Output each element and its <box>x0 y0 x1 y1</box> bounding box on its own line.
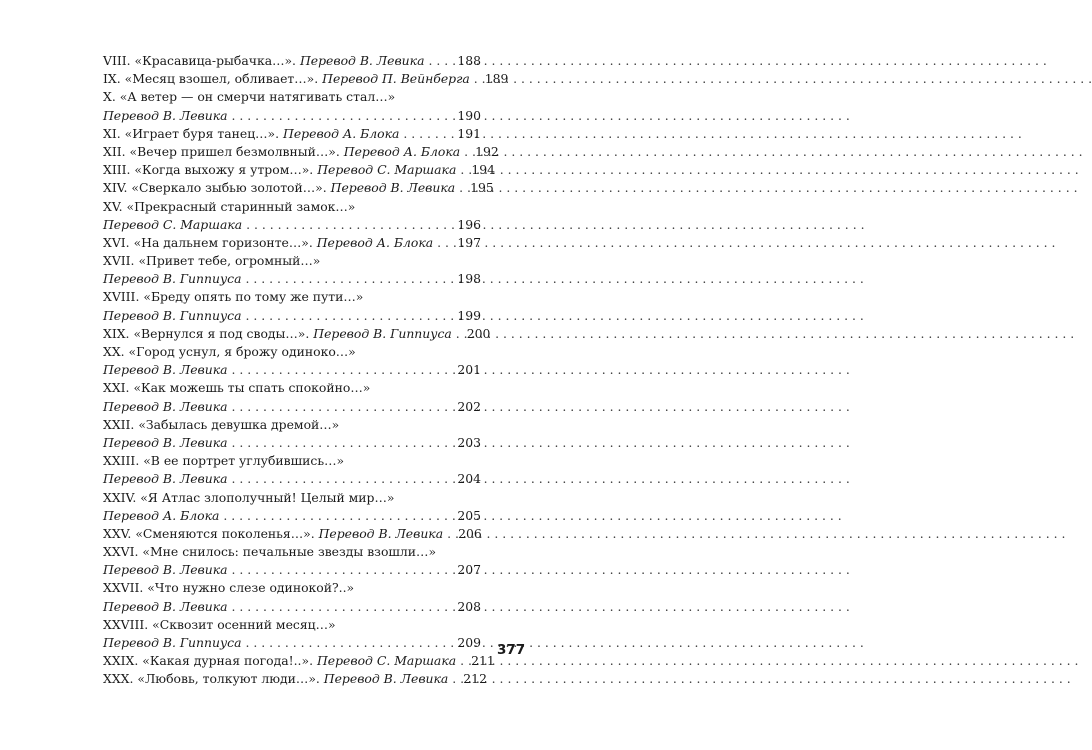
toc-line <box>103 507 481 525</box>
toc-page-number: 208 <box>457 598 481 614</box>
toc-line <box>103 107 481 125</box>
translator: Перевод А. Блока <box>316 234 434 250</box>
translator: Перевод А. Блока <box>103 507 220 523</box>
toc-page-number: 201 <box>457 362 481 378</box>
toc-entry <box>103 616 481 652</box>
toc-line <box>103 52 481 70</box>
dot-leader <box>223 507 454 525</box>
toc-title <box>103 452 344 470</box>
dot-leader <box>452 670 460 688</box>
toc-number: XIV. <box>103 180 128 196</box>
toc-number: XXIX. <box>103 653 139 669</box>
toc-title <box>103 143 460 161</box>
poem-title: «Какая дурная погода!..». <box>142 653 314 669</box>
toc-number: XIX. <box>103 325 130 341</box>
translator: Перевод В. Левика <box>299 53 425 68</box>
poem-title: «Вернулся я под своды…». <box>133 325 310 341</box>
toc-page-number: 211 <box>471 653 495 669</box>
translator: Перевод П. Вейнберга <box>322 71 470 87</box>
toc-line <box>103 161 495 179</box>
poem-title: «На дальнем горизонте…». <box>133 234 313 250</box>
translator: Перевод В. Гиппиуса <box>313 325 452 341</box>
toc-page-number: 196 <box>457 216 481 232</box>
toc-line <box>103 198 481 216</box>
poem-title: «Забылась девушка дремой…» <box>138 416 340 432</box>
toc-entry <box>103 52 481 70</box>
toc-line <box>103 179 494 197</box>
translator: Перевод С. Маршака <box>317 162 457 178</box>
translator: Перевод В. Левика <box>318 525 444 541</box>
toc-title <box>103 70 470 88</box>
toc-title <box>103 88 395 106</box>
toc-number: XXV. <box>103 525 132 541</box>
toc-page-number: 191 <box>457 125 481 141</box>
toc-number: XXIV. <box>103 489 137 505</box>
toc-title <box>103 379 370 397</box>
toc-title <box>103 179 455 197</box>
poem-title: «Что нужно слезе одинокой?..» <box>147 580 355 596</box>
toc-line <box>103 579 481 597</box>
dot-leader <box>232 361 455 379</box>
dot-leader <box>232 470 455 488</box>
translator: Перевод В. Гиппиуса <box>103 307 242 323</box>
toc-page-number: 195 <box>470 180 494 196</box>
translator: Перевод А. Блока <box>283 125 400 141</box>
dot-leader <box>232 598 455 616</box>
toc-page-number: 189 <box>484 71 509 87</box>
toc-number: XX. <box>103 344 125 359</box>
dot-leader <box>232 398 455 416</box>
toc-title <box>103 288 363 306</box>
toc-line <box>103 634 481 652</box>
toc-number: XXII. <box>103 416 135 432</box>
toc-entry <box>103 198 481 234</box>
toc-line <box>103 598 481 616</box>
translator: Перевод В. Левика <box>103 471 228 487</box>
toc-number: IX. <box>103 71 121 87</box>
dot-leader <box>437 234 454 252</box>
poem-title: «Играет буря танец…». <box>124 125 280 141</box>
toc-number: XXI. <box>103 380 130 396</box>
translator: Перевод С. Маршака <box>316 653 457 669</box>
translator: Перевод В. Левика <box>103 598 228 614</box>
toc-number: XXX. <box>103 671 134 687</box>
translator: Перевод В. Левика <box>103 362 228 378</box>
poem-title: «Как можешь ты спать спокойно…» <box>133 380 371 396</box>
toc-entry <box>103 543 481 579</box>
toc-entry <box>103 416 481 452</box>
toc-number: XVIII. <box>103 289 140 305</box>
toc-line <box>103 125 481 143</box>
dot-leader <box>232 434 455 452</box>
toc-page-number: 200 <box>466 325 491 341</box>
toc-title <box>103 525 443 543</box>
table-of-contents <box>103 52 509 689</box>
dot-leader <box>459 179 467 197</box>
dot-leader <box>464 143 472 161</box>
poem-title: «Вечер пришел безмолвный…». <box>129 143 340 159</box>
toc-entry <box>103 670 487 688</box>
translator: Перевод А. Блока <box>343 143 461 159</box>
toc-title <box>103 252 320 270</box>
toc-line <box>103 616 481 634</box>
poem-title: «Мне снилось: печальные звезды взошли…» <box>142 544 437 560</box>
dot-leader <box>232 561 455 579</box>
translator: Перевод В. Гиппиуса <box>103 271 242 287</box>
toc-line <box>103 416 481 434</box>
poem-title: «Бреду опять по тому же пути…» <box>143 289 364 305</box>
toc-number: XVI. <box>103 234 130 250</box>
poem-title: «Когда выхожу я утром…». <box>134 162 314 178</box>
toc-title <box>103 670 448 688</box>
translator: Перевод В. Гиппиуса <box>103 635 242 650</box>
toc-number: XXVI. <box>103 544 139 560</box>
toc-entry <box>103 88 481 124</box>
toc-page-number: 198 <box>457 271 481 287</box>
toc-number: XII. <box>103 143 126 159</box>
toc-title <box>103 125 399 143</box>
poem-title: «А ветер — он смерчи натягивать стал…» <box>119 89 396 105</box>
toc-title <box>103 616 336 634</box>
toc-page-number: 209 <box>457 635 481 650</box>
translator: Перевод С. Маршака <box>103 216 243 232</box>
toc-page-number: 202 <box>457 398 481 414</box>
toc-page-number: 212 <box>463 671 487 687</box>
toc-line <box>103 452 481 470</box>
toc-line <box>103 652 495 670</box>
toc-line <box>103 525 481 543</box>
toc-line <box>103 307 481 325</box>
toc-title <box>103 234 433 252</box>
poem-title: «Прекрасный старинный замок…» <box>126 198 356 214</box>
dot-leader <box>246 270 455 288</box>
toc-page-number: 192 <box>475 143 499 159</box>
toc-entry <box>103 525 481 543</box>
toc-page-number: 204 <box>457 471 481 487</box>
toc-line <box>103 288 481 306</box>
translator: Перевод В. Левика <box>103 398 228 414</box>
translator: Перевод В. Левика <box>330 180 456 196</box>
toc-number: X. <box>103 89 116 105</box>
toc-page-number: 194 <box>471 162 495 178</box>
toc-page-number: 207 <box>457 562 481 578</box>
dot-leader <box>403 125 454 143</box>
poem-title: «Красавица-рыбачка…». <box>134 53 296 68</box>
toc-line <box>103 216 481 234</box>
toc-entry <box>103 325 491 343</box>
toc-entry <box>103 452 481 488</box>
toc-line <box>103 489 481 507</box>
toc-number: VIII. <box>103 53 131 68</box>
toc-page-number: 203 <box>457 434 481 450</box>
toc-page-number: 199 <box>457 307 481 323</box>
toc-line <box>103 543 481 561</box>
toc-page-number: 205 <box>457 507 481 523</box>
toc-page-number: 190 <box>457 107 481 123</box>
poem-title: «Любовь, толкуют люди…». <box>137 671 320 687</box>
toc-line <box>103 434 481 452</box>
page-number: 377 <box>497 642 526 658</box>
toc-line <box>103 252 481 270</box>
toc-line <box>103 561 481 579</box>
dot-leader <box>246 216 454 234</box>
toc-line <box>103 234 481 252</box>
toc-line <box>103 88 481 106</box>
toc-line <box>103 398 481 416</box>
toc-page-number: 197 <box>457 234 481 250</box>
toc-number: XXVIII. <box>103 616 149 632</box>
toc-line <box>103 143 499 161</box>
translator: Перевод В. Левика <box>103 562 228 578</box>
toc-entry <box>103 161 495 179</box>
toc-title <box>103 198 355 216</box>
poem-title: «Сквозит осенний месяц…» <box>152 616 336 632</box>
dot-leader <box>447 525 455 543</box>
toc-entry <box>103 652 495 670</box>
toc-entry <box>103 143 499 161</box>
toc-line <box>103 470 481 488</box>
toc-number: XIII. <box>103 162 131 178</box>
toc-line <box>103 270 481 288</box>
toc-title <box>103 52 424 70</box>
toc-entry <box>103 288 481 324</box>
toc-title <box>103 489 394 507</box>
poem-title: «Месяц взошел, обливает…». <box>124 71 319 87</box>
toc-page-number: 206 <box>458 525 482 541</box>
dot-leader <box>246 307 455 325</box>
toc-line <box>103 379 481 397</box>
toc-entry <box>103 70 509 88</box>
toc-number: XI. <box>103 125 121 141</box>
toc-entry <box>103 379 481 415</box>
poem-title: «Сменяются поколенья…». <box>135 525 315 541</box>
poem-title: «Город уснул, я брожу одиноко…» <box>128 344 356 359</box>
toc-line <box>103 325 491 343</box>
toc-title <box>103 543 436 561</box>
toc-page-number: 188 <box>457 53 481 68</box>
poem-title: «Я Атлас злополучный! Целый мир…» <box>140 489 395 505</box>
toc-title <box>103 652 456 670</box>
poem-title: «Привет тебе, огромный…» <box>138 253 321 269</box>
toc-entry <box>103 489 481 525</box>
dot-leader <box>456 325 464 343</box>
dot-leader <box>428 52 454 70</box>
dot-leader <box>246 634 455 652</box>
toc-number: XXVII. <box>103 580 144 596</box>
toc-number: XXIII. <box>103 453 140 469</box>
poem-title: «В ее портрет углубившись…» <box>143 453 345 469</box>
toc-entry <box>103 579 481 615</box>
toc-line <box>103 670 487 688</box>
toc-title <box>103 579 354 597</box>
toc-number: XVII. <box>103 253 135 269</box>
toc-entry <box>103 343 481 379</box>
toc-entry <box>103 252 481 288</box>
toc-number: XV. <box>103 198 123 214</box>
toc-entry <box>103 234 481 252</box>
toc-entry <box>103 179 494 197</box>
dot-leader <box>232 107 455 125</box>
toc-title <box>103 416 339 434</box>
toc-entry <box>103 125 481 143</box>
translator: Перевод В. Левика <box>103 434 228 450</box>
toc-title <box>103 161 456 179</box>
translator: Перевод В. Левика <box>103 107 228 123</box>
toc-line <box>103 361 481 379</box>
translator: Перевод В. Левика <box>323 671 449 687</box>
toc-title <box>103 343 356 361</box>
dot-leader <box>474 70 482 88</box>
toc-line <box>103 70 509 88</box>
toc-line <box>103 343 481 361</box>
toc-title <box>103 325 452 343</box>
poem-title: «Сверкало зыбью золотой…». <box>131 180 327 196</box>
dot-leader <box>460 161 468 179</box>
dot-leader <box>460 652 468 670</box>
